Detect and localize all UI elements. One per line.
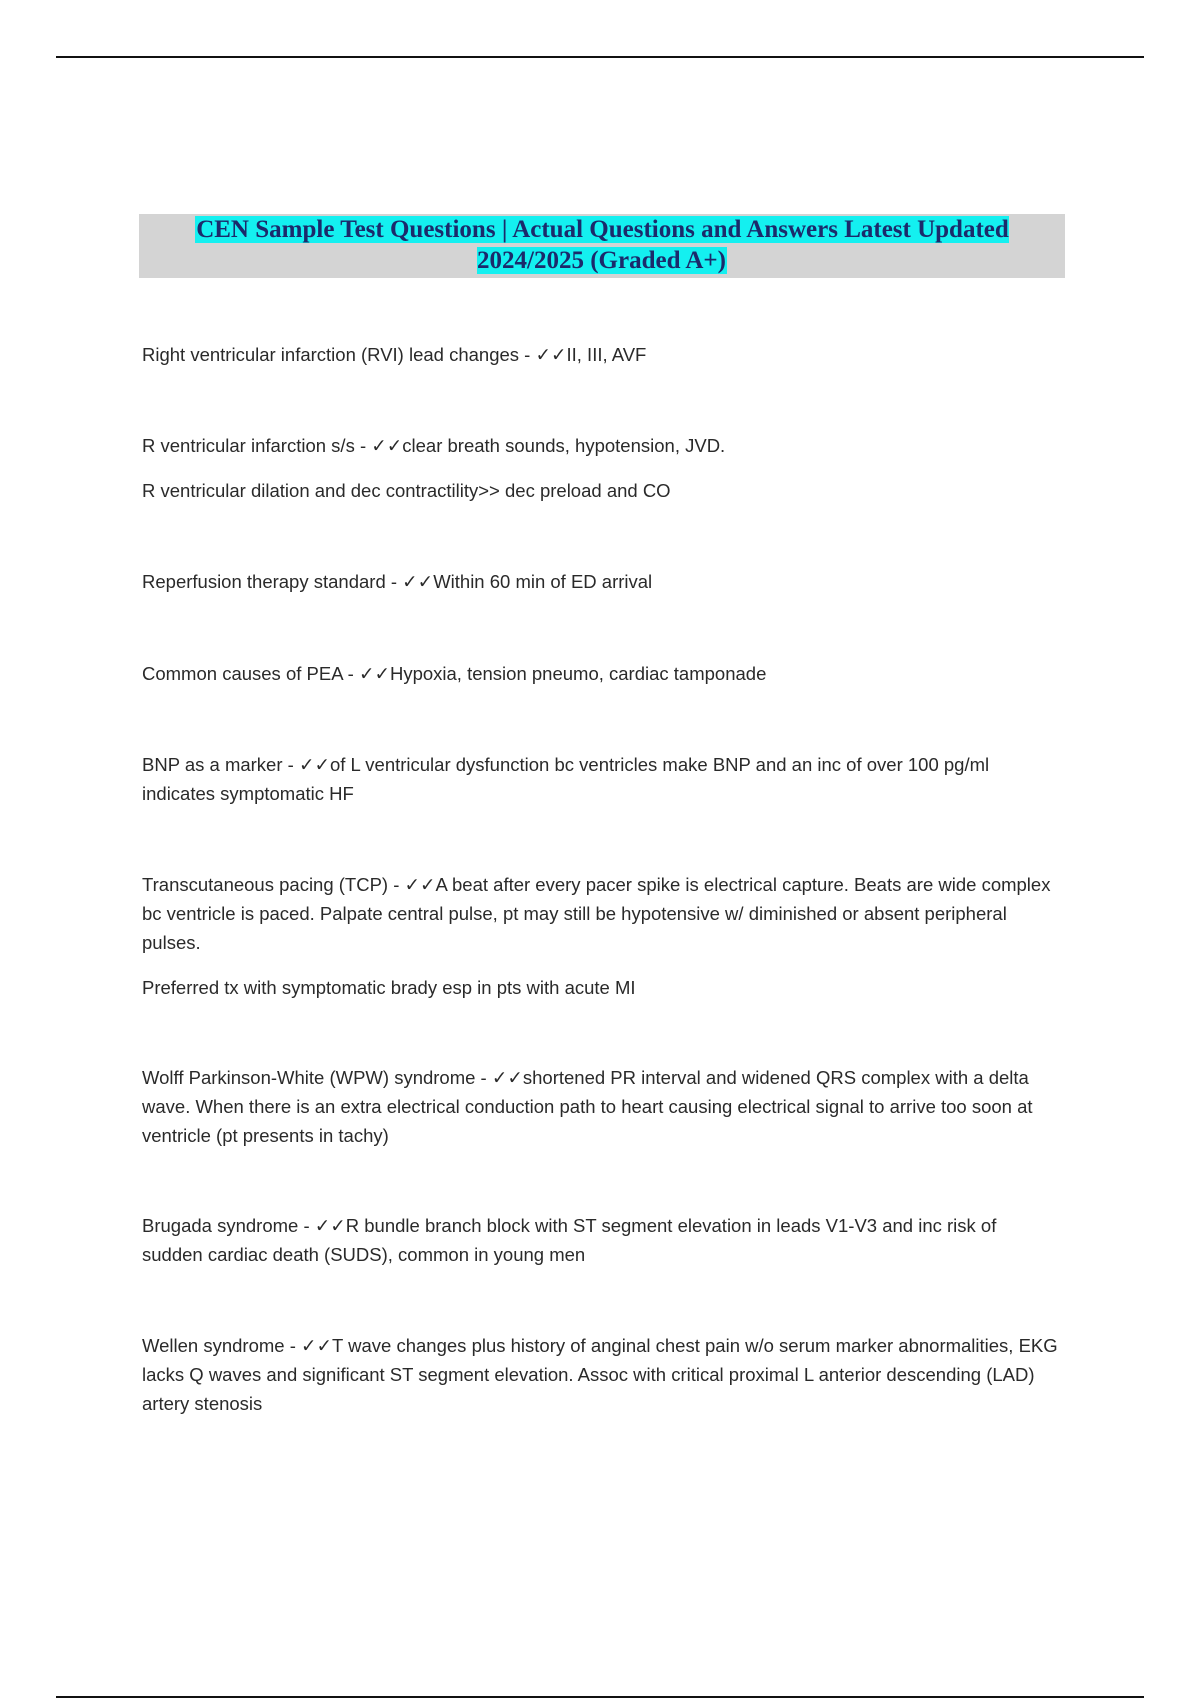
qa-entry (142, 1211, 1062, 1269)
entry-extra: Preferred tx with symptomatic brady esp in pts with acute MI (142, 977, 636, 998)
entry-extra: R ventricular dilation and dec contractility>> dec preload and CO (142, 480, 671, 501)
check-separator: - ✓✓ (519, 344, 567, 365)
document-title-box (139, 214, 1065, 278)
qa-entry (142, 659, 1062, 688)
check-separator: - ✓✓ (342, 663, 390, 684)
bottom-rule (56, 1696, 1144, 1698)
entry-term: Transcutaneous pacing (TCP) (142, 874, 389, 895)
entry-answer: of L ventricular dysfunction bc ventricles make BNP and an inc of over 100 pg/ml indicates symptomatic HF (142, 754, 990, 804)
entry-term: Wolff Parkinson-White (WPW) syndrome (142, 1067, 476, 1088)
entry-answer: R bundle branch block with ST segment elevation in leads V1-V3 and inc risk of sudden cardiac death (SUDS), common in young men (142, 1215, 997, 1265)
check-separator: - ✓✓ (354, 435, 403, 456)
entry-term: Right ventricular infarction (RVI) lead changes (142, 344, 520, 365)
entry-term: R ventricular infarction s/s (142, 435, 355, 456)
qa-entry (142, 1331, 1062, 1418)
check-separator: - ✓✓ (388, 874, 436, 895)
entry-answer: II, III, AVF (566, 344, 647, 365)
check-separator: - ✓✓ (475, 1067, 523, 1088)
qa-entry (142, 1063, 1062, 1150)
check-separator: - ✓✓ (282, 754, 330, 775)
qa-entry (142, 340, 1062, 369)
top-rule (56, 56, 1144, 58)
entry-answer: Hypoxia, tension pneumo, cardiac tamponade (389, 663, 767, 684)
qa-entry (142, 431, 1062, 460)
document-title: CEN Sample Test Questions | Actual Questions and Answers Latest Updated 2024/2025 (Graded A+) (196, 216, 1009, 274)
entry-term: Reperfusion therapy standard (142, 571, 386, 592)
check-separator: - ✓✓ (385, 571, 434, 592)
entry-answer: T wave changes plus history of anginal chest pain w/o serum marker abnormalities, EKG lacks Q waves and significant ST segment elevation. Assoc with critical proximal L anterior descending (LAD) artery stenosis (142, 1335, 1058, 1414)
entry-term: Brugada syndrome (142, 1215, 299, 1236)
qa-entry (142, 870, 1062, 957)
check-separator: - ✓✓ (284, 1335, 333, 1356)
entry-term: Common causes of PEA (142, 663, 343, 684)
qa-entry (142, 750, 1062, 808)
entry-answer: A beat after every pacer spike is electrical capture. Beats are wide complex bc ventricle is paced. Palpate central pulse, pt may still be hypotensive w/ diminished or absent peripheral pulses. (142, 874, 1051, 953)
check-separator: - ✓✓ (298, 1215, 346, 1236)
entry-answer: clear breath sounds, hypotension, JVD. (402, 435, 726, 456)
entry-answer: Within 60 min of ED arrival (433, 571, 653, 592)
entry-term: Wellen syndrome (142, 1335, 285, 1356)
entry-answer: shortened PR interval and widened QRS complex with a delta wave. When there is an extra electrical conduction path to heart causing electrical signal to arrive too soon at ventricle (pt presents in tachy) (142, 1067, 1033, 1146)
entry-term: BNP as a marker (142, 754, 283, 775)
qa-entry (142, 567, 1062, 596)
